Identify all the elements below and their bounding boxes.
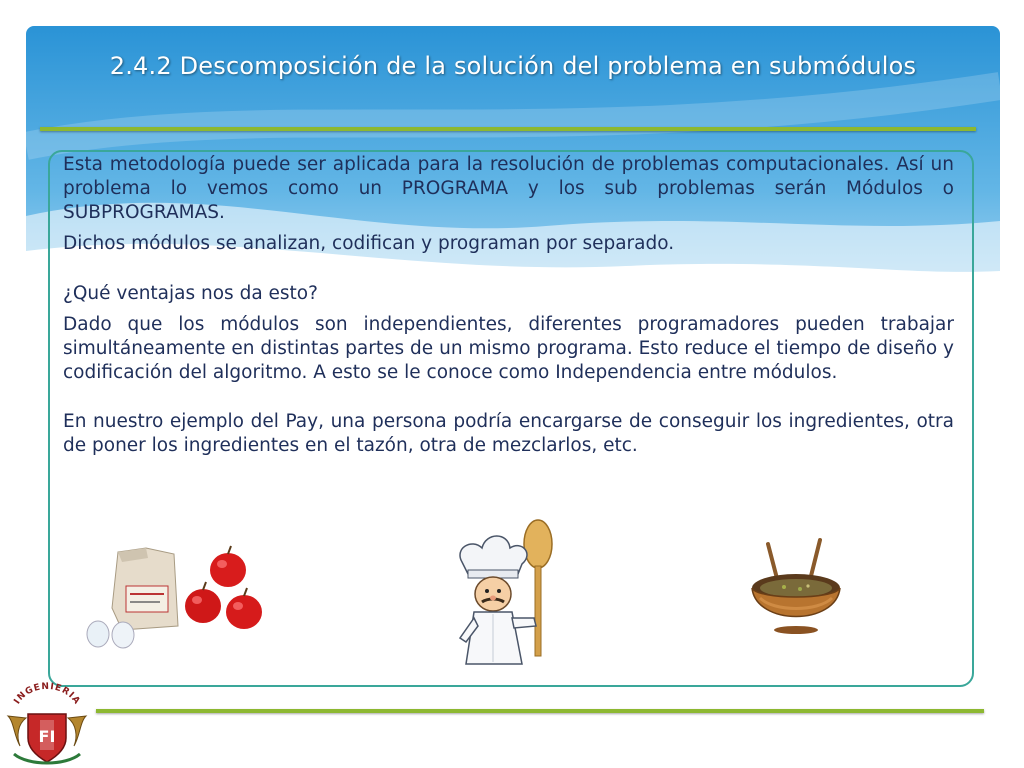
slide-title: 2.4.2 Descomposición de la solución del problema en submódulos: [109, 52, 917, 80]
chef-image: [452, 518, 562, 668]
title-divider: [40, 127, 976, 131]
slide-body: [63, 153, 954, 465]
svg-text:INGENIERIA: [12, 682, 81, 707]
logo-shield-letters: FI: [38, 727, 56, 746]
paragraph-modules: Dichos módulos se analizan, codifican y programan por separado.: [63, 233, 675, 254]
footer-divider: [96, 709, 984, 713]
mixing-bowl-image: [744, 536, 848, 640]
logo-arc-text: INGENIERIA: [12, 681, 82, 707]
paragraph-methodology: Esta metodología puede ser aplicada para la resolución de problemas computacionales. Así un problema lo vemos como un PROGRAMA y los sub problemas serán Módulos o SUBPROGRAMAS.: [63, 154, 954, 223]
paragraph-question: ¿Qué ventajas nos da esto?: [63, 283, 318, 304]
ingredients-image: [82, 538, 272, 654]
paragraph-advantages: Dado que los módulos son independientes, diferentes programadores pueden trabajar simultáneamente en distintas partes de un mismo programa. Esto reduce el tiempo de diseño y codificación del algoritmo. A esto se le conoce como Independencia entre módulos.: [63, 314, 954, 383]
ingenieria-logo: [4, 676, 90, 768]
paragraph-example: En nuestro ejemplo del Pay, una persona podría encargarse de conseguir los ingredientes, otra de poner los ingredientes en el tazón, otra de mezclarlos, etc.: [63, 411, 954, 456]
